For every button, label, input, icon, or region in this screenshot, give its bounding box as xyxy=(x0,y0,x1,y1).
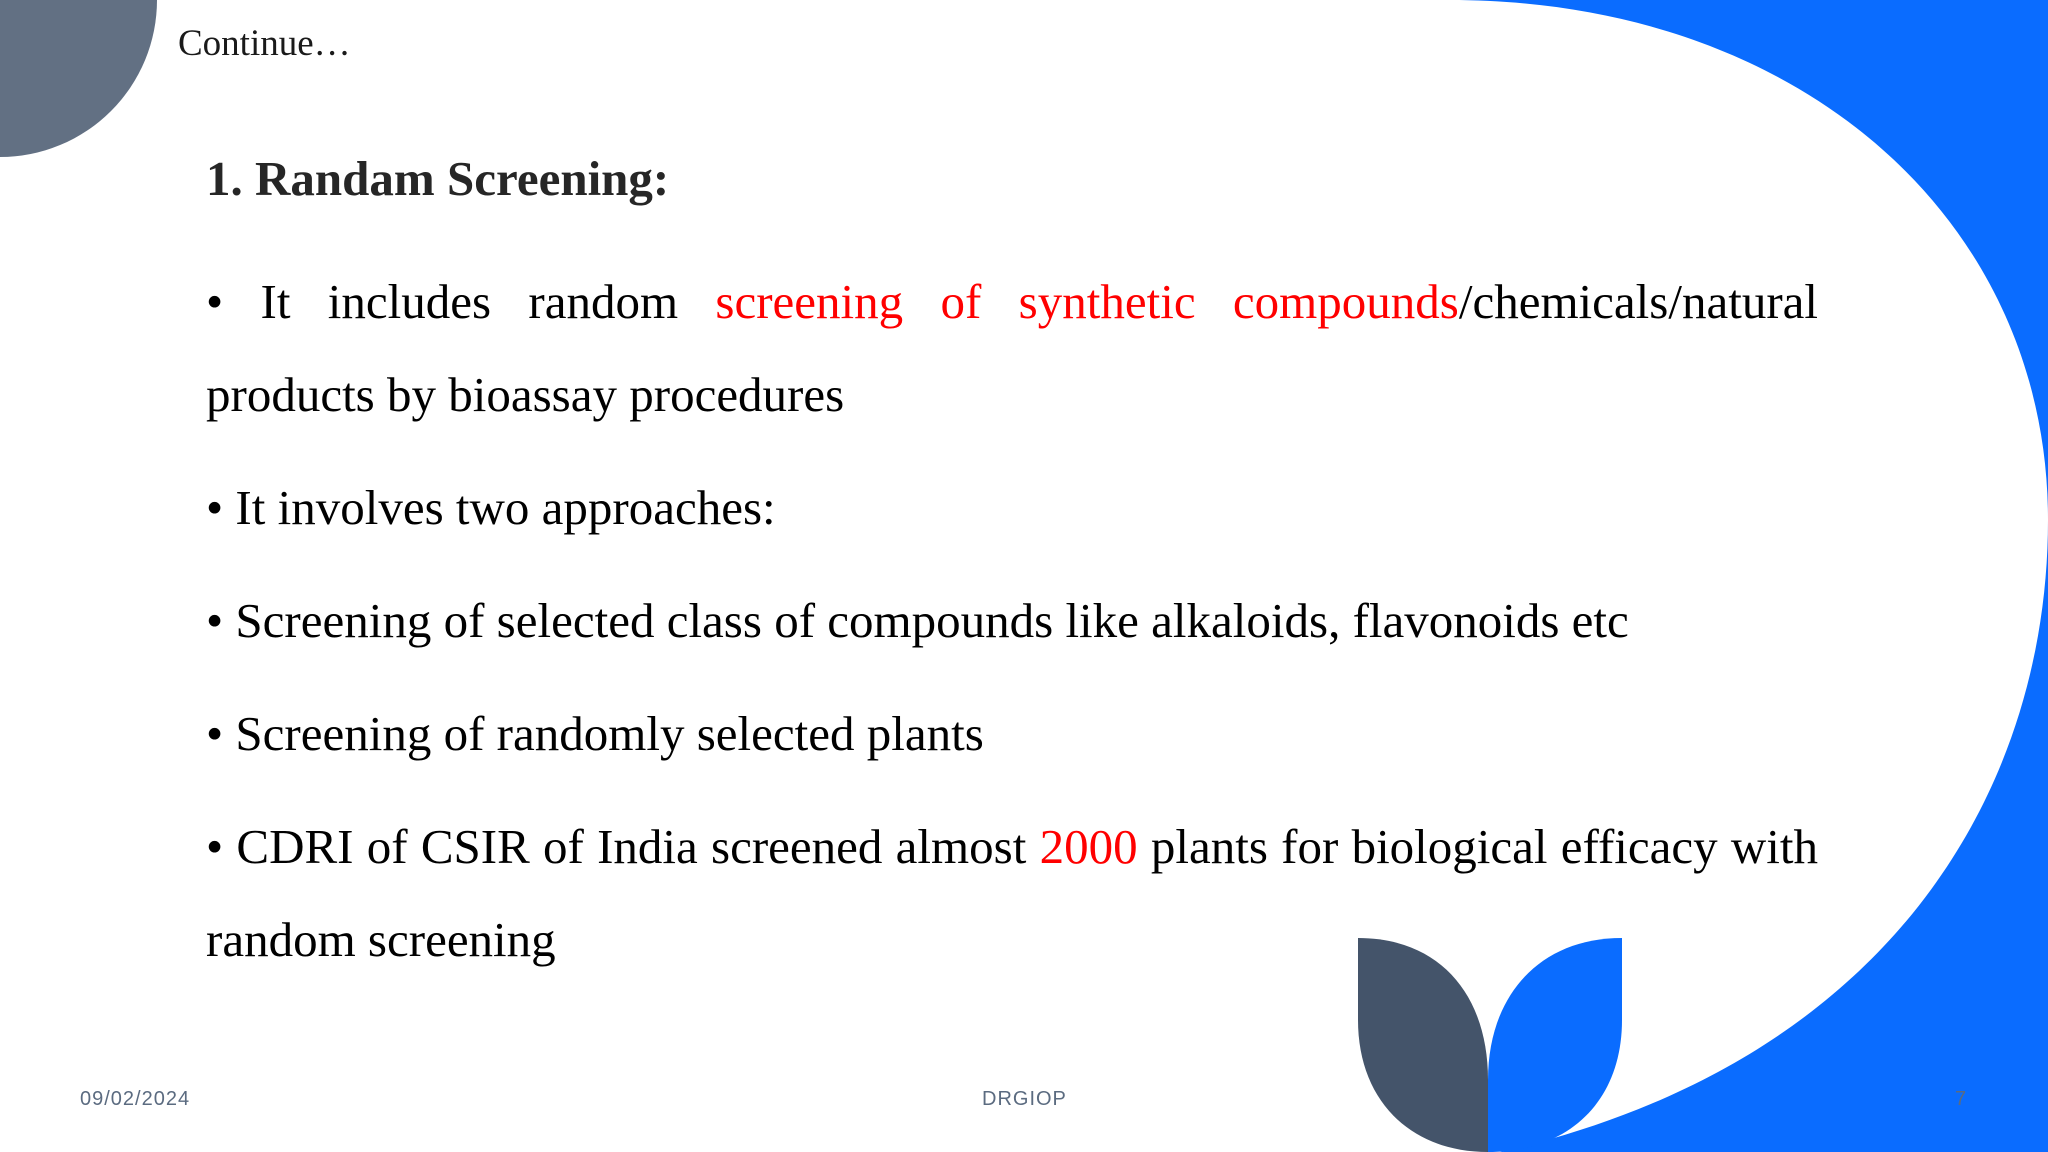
slide-content xyxy=(206,255,1818,1006)
bullet-dot: • xyxy=(206,593,224,648)
bullet-item-random-plants xyxy=(206,687,1818,780)
bullet-text: /chemicals/natural products by bioassay procedures xyxy=(206,274,1819,422)
continue-label: Continue… xyxy=(178,23,351,64)
bullet-text: Screening of randomly selected plants xyxy=(235,706,984,761)
bullet-dot: • xyxy=(206,274,224,329)
bullet-dot: • xyxy=(206,480,224,535)
bullet-text: CDRI of CSIR of India screened almost xyxy=(236,819,1040,874)
footer-date: 09/02/2024 xyxy=(80,1088,191,1110)
bullet-dot: • xyxy=(206,706,224,761)
highlight-number: 2000 xyxy=(1039,819,1138,874)
footer-center-label: DRGIOP xyxy=(982,1088,1067,1110)
bullet-text: It involves two approaches: xyxy=(235,480,776,535)
bullet-dot: • xyxy=(206,819,224,874)
bullet-text: It includes random xyxy=(260,274,716,329)
bullet-item-selected-class xyxy=(206,574,1818,667)
corner-quarter-circle xyxy=(0,0,157,157)
slide-heading: 1. Randam Screening: xyxy=(206,151,670,206)
highlight-text: screening of synthetic compounds xyxy=(715,274,1459,329)
bullet-item-two-approaches xyxy=(206,461,1818,554)
footer-page-number: 7 xyxy=(1955,1088,1968,1110)
bullet-text: plants for biological efficacy with random screening xyxy=(206,819,1819,967)
bullet-item-random-screening xyxy=(206,255,1818,441)
bullet-item-cdri xyxy=(206,800,1818,986)
bullet-text: Screening of selected class of compounds like alkaloids, flavonoids etc xyxy=(235,593,1629,648)
